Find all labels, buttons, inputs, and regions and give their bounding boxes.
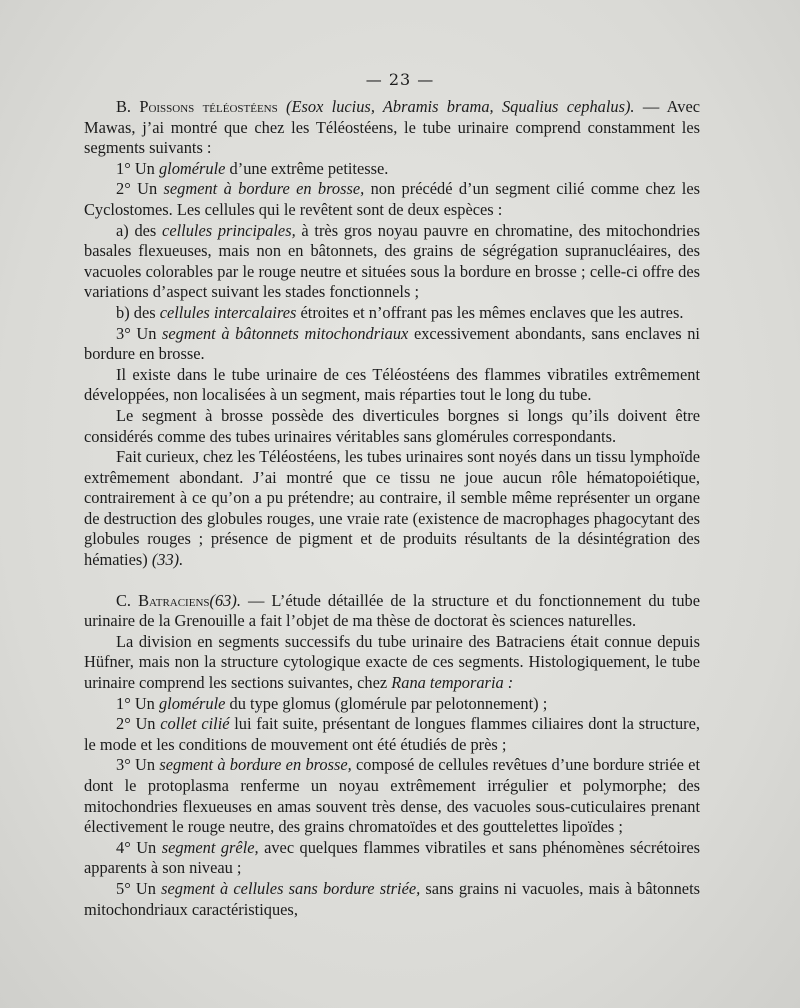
section-b-item-2a: a) des cellules principales, à très gros noyau pauvre en chromatine, des mitochondries basales flexueuses, mais non en bâtonnets, des grains de ségrégation supranucléaires, des vacuoles colorables par le rouge neutre et situées sous la bordure en brosse ; celle-ci offre des variations d’aspect suivant les stades fonctionnels ; — [84, 220, 700, 302]
citation-33: (33). — [147, 550, 184, 570]
section-b-heading-paragraph — [84, 97, 700, 159]
section-c-item-4: 4° Un segment grêle, avec quelques flammes vibratiles et sans phénomènes sécrétoires apparents à son niveau ; — [84, 837, 700, 878]
section-b-species: (Esox lucius, Abramis brama, Squalius cephalus). — [286, 97, 635, 116]
section-b-paragraph-3: Fait curieux, chez les Téléostéens, les tubes urinaires sont noyés dans un tissu lymphoïde extrêmement abondant. J’ai montré que ce tissu ne joue aucun rôle hématopoiétique, contrairement à ce qu’on a pu prétendre; au contraire, il semble même représenter un organe de destruction des globules rouges, une vraie rate (existence de macrophages phagocytant des globules rouges ; présence de pigment et de produits résultants de la désintégration des hématies) (33). — [84, 447, 700, 570]
section-c-title: C. Batraciens — [116, 590, 210, 610]
section-c-item-5: 5° Un segment à cellules sans bordure striée, sans grains ni vacuoles, mais à bâtonnets mitochondriaux caractéristiques, — [84, 878, 700, 919]
section-c-heading-paragraph — [84, 591, 700, 632]
species-name: Rana temporaria : — [391, 673, 514, 693]
section-c-intro: — L’étude détaillée de la structure et du fonctionnement du tube urinaire de la Grenouille a fait l’objet de ma thèse de doctorat ès sciences naturelles. — [84, 590, 700, 631]
section-b-intro: — Avec Mawas, j’ai montré que chez les Téléostéens, le tube urinaire comprend constamment les segments suivants : — [84, 97, 700, 158]
section-b-paragraph-2: Le segment à brosse possède des diverticules borgnes si longs qu’ils doivent être considérés comme des tubes urinaires véritables sans glomérules correspondants. — [84, 405, 700, 446]
page-number: — 23 — — [365, 70, 435, 89]
section-c-item-3: 3° Un segment à bordure en brosse, composé de cellules revêtues d’une bordure striée et dont le protoplasma renferme un noyau extrêmement irrégulier et polymorphe; des mitochondries flexueuses en amas souvent très dense, des vacuoles sous-cuticulaires prenant électivement le rouge neutre, des grains chromatoïdes et des gouttelettes lipoïdes ; — [84, 755, 700, 837]
section-spacer — [84, 571, 700, 591]
section-c-paragraph-1: La division en segments successifs du tube urinaire des Batraciens était connue depuis Hüfner, mais non la structure cytologique exacte de ces segments. Histologiquement, le tube urinaire comprend les sections suivantes, chez Rana temporaria : — [84, 631, 700, 693]
section-b-item-1: 1° Un glomérule d’une extrême petitesse. — [116, 158, 389, 178]
section-b-item-3: 3° Un segment à bâtonnets mitochondriaux excessivement abondants, sans enclaves ni bordure en brosse. — [84, 323, 700, 364]
section-c-item-2: 2° Un collet cilié lui fait suite, présentant de longues flammes ciliaires dont la structure, le mode et les conditions de mouvement ont été étudiés de près ; — [84, 714, 701, 754]
page-body — [84, 97, 700, 920]
section-b-item-2: 2° Un segment à bordure en brosse, non précédé d’un segment cilié comme chez les Cyclostomes. Les cellules qui le revêtent sont de deux espèces : — [84, 179, 701, 219]
section-b-paragraph-1: Il existe dans le tube urinaire de ces Téléostéens des flammes vibratiles extrêmement développées, non localisées à un segment, mais réparties tout le long du tube. — [84, 364, 700, 405]
section-b-title: B. Poissons téléostéens — [116, 97, 278, 116]
section-c-item-1: 1° Un glomérule du type glomus (glomérule par pelotonnement) ; — [116, 693, 548, 713]
citation-63: (63). — [209, 590, 241, 610]
section-b-item-2b: b) des cellules intercalaires étroites et n’offrant pas les mêmes enclaves que les autres. — [116, 302, 684, 322]
